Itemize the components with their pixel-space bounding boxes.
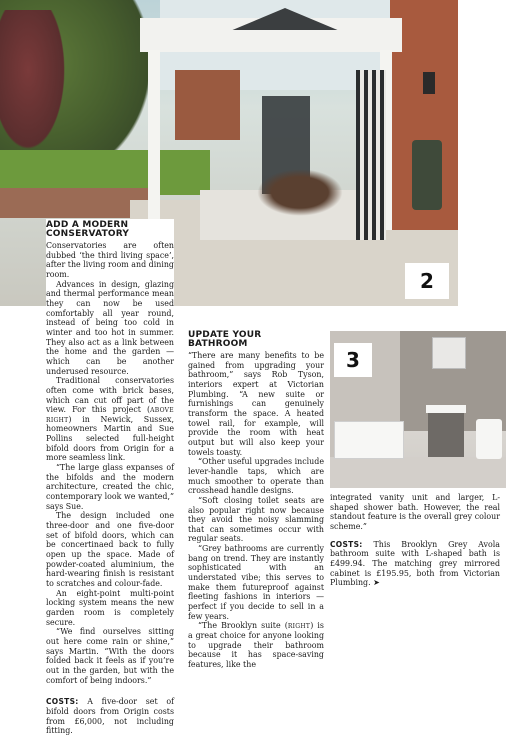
paragraph: Conservatories are often dubbed ‘the third living space’, after the living room and dining room. [46,241,174,279]
photo-bifold-doors [356,70,386,240]
paragraph: “Other useful upgrades include lever-handle taps, which are much smoother to operate than crosshead handle designs. [188,457,324,496]
photo-basin [426,405,466,413]
photo-toilet [476,419,502,459]
paragraph: Advances in design, glazing and thermal performance mean they can now be used comfortably all year round, instead of being too cold in winter and too hot in summer. They also act as a link between the home and the garden — which can be another underused resource. [46,279,174,376]
paragraph: Traditional conservatories often come with brick bases, which can cut off part of the view. For this project (above right) in Newick, Sussex, homeowners Martin and Sue Pollins selected full-height bifold doors from Origin for a more seamless link. [46,376,174,463]
paragraph: “There are many benefits to be gained from upgrading your bathroom,” says Rob Tyson, interiors expert at Victorian Plumbing. “A new suite or furnishings can genuinely transform the space. A heated towel rail, for example, will provide the room with heat output but will also keep your towels toasty. [188,351,324,457]
paragraph: An eight-point multi-point locking system means the new garden room is completely secure. [46,588,174,627]
photo-number-badge: 3 [334,343,372,377]
paragraph: “The large glass expanses of the bifolds and the modern architecture, created the chic, contemporary look we wanted,” says Sue. [46,463,174,511]
paragraph: The design included one three-door and one five-door set of bifold doors, which can be concertinaed back to fully open up the space. Made of powder-coated aluminium, the hard-wearing finish is resistant to scratches and colour-fade. [46,511,174,588]
photo-plant-pot [412,140,442,210]
photo-bath-floor [330,457,506,488]
section-heading: UPDATE YOUR BATHROOM [188,330,262,349]
photo-red-tree [0,10,70,160]
photo-wall-lantern [423,72,435,94]
costs-note: COSTS: A five-door set of bifold doors from Origin costs from £6,000, not including fitting. [46,697,174,736]
article-bathroom [188,331,324,670]
section-heading: ADD A MODERN CONSERVATORY [46,220,130,239]
photo-patio-furniture [250,165,350,220]
article-conservatory [46,219,174,736]
paragraph: “We find ourselves sitting out here come rain or shine,” says Martin. “With the doors folded back it feels as if you’re out in the garden, but with the comfort of being indoors.” [46,627,174,685]
paragraph: integrated vanity unit and larger, L-shaped shower bath. However, the real standout feature is the overall grey colour scheme.” [330,493,500,531]
photo-garden-wall [0,188,150,218]
article-bathroom-continued [330,493,500,588]
photo-bath-tub [334,421,404,459]
paragraph: “The Brooklyn suite (right) is a great choice for anyone looking to upgrade their bathroom because it has space-saving features, like the [188,621,324,669]
photo-mirror-cabinet [432,337,466,369]
photo-vanity-unit [428,413,464,457]
paragraph: “Grey bathrooms are currently bang on trend. They are instantly sophisticated with an understated vibe; this serves to make them futureproof against fleeting fashions in interiors — perfect if you decide to sell in a few years. [188,544,324,621]
photo-house-wall [175,70,240,140]
paragraph: “Soft closing toilet seats are also popular right now because they avoid the noisy slamming that can sometimes occur with regular seats. [188,495,324,544]
photo-post-left [148,50,160,230]
costs-note: COSTS: This Brooklyn Grey Avola bathroom suite with L-shaped bath is £499.94. The matching grey mirrored cabinet is £195.95, both from Victorian Plumbing. ➤ [330,539,500,588]
photo-number-badge: 2 [405,263,449,299]
